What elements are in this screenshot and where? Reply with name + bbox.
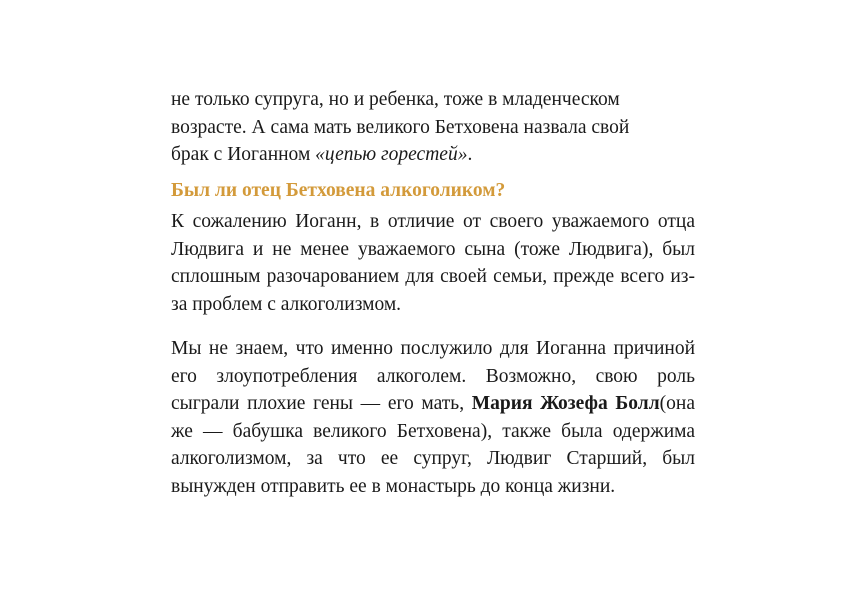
intro-paragraph (171, 86, 695, 169)
intro-line-1: не только супруга, но и ребенка, тоже в младенческом (171, 89, 620, 110)
paragraph-disappointment: К сожалению Иоганн, в отличие от своего уважаемого отца Людвига и не менее уважаемого сына (тоже Людвига), был сплошным разочарованием для своей семьи, прежде всего из-за проблем с алкоголизмом. (171, 211, 695, 315)
intro-line-3-end: . (467, 144, 473, 165)
genes-text-start: Мы не знаем, что именно послужило для Иоганна причиной его злоупотребления алкоголем. Возможно, свою роль сыграли плохие гены — его мать, (171, 338, 695, 414)
genes-text-end: (она же — бабушка великого Бетховена), также была одержима алкоголизмом, за что ее супруг, Людвиг Старший, был вынужден отправить ее в монастырь до конца жизни. (171, 393, 695, 497)
name-maria-josepha-boll: Мария Жозефа Болл (471, 393, 660, 414)
intro-line-3: брак с Иоганном (171, 144, 316, 165)
document-page (171, 86, 695, 500)
quote-chain-of-sorrows: «цепью горестей» (315, 144, 468, 165)
intro-line-2: возрасте. А сама мать великого Бетховена назвала свой (171, 116, 630, 138)
section-heading: Был ли отец Бетховена алкоголиком? (171, 179, 506, 201)
paragraph-genes (171, 335, 695, 500)
